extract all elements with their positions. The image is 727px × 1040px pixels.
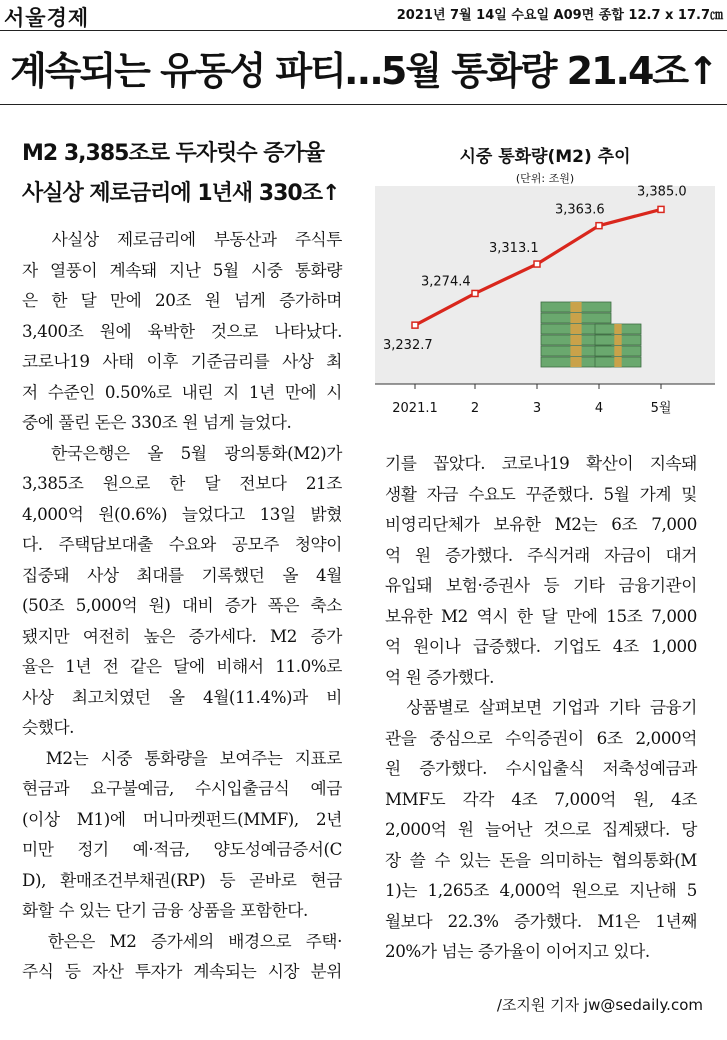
- article-line: MMF도 각각 4조 7,000억 원, 4조: [385, 788, 697, 809]
- article-line: 율은 1년 전 같은 달에 비해서 11.0%로: [22, 656, 342, 676]
- data-point: [412, 322, 418, 328]
- article-line: 보유한 M2 역시 한 달 만에 15조 7,000: [385, 605, 697, 626]
- article-line: 주식 등 자산 투자가 계속되는 시장 분위: [22, 961, 342, 981]
- article-line: 관을 중심으로 수익증권이 6조 2,000억: [385, 727, 697, 748]
- article-line: 상품별로 살펴보면 기업과 기타 금융기: [385, 697, 697, 717]
- article-line: 2,000억 원 늘어난 것으로 집계됐다. 당: [385, 819, 697, 839]
- article-line: 원 증가했다. 수시입출식 저축성예금과: [385, 758, 697, 778]
- article-line: 한국은행은 올 5월 광의통화(M2)가: [22, 442, 342, 463]
- article-line: 비영리단체가 보유한 M2는 6조 7,000: [385, 514, 697, 534]
- m2-chart: [375, 126, 715, 426]
- x-tick-label: 2021.1: [392, 401, 438, 416]
- article-line: 슷했다.: [22, 717, 75, 737]
- article-line: D), 환매조건부채권(RP) 등 곧바로 현금: [22, 869, 342, 890]
- article-line: 3,385조 원으로 한 달 전보다 21조: [22, 473, 342, 493]
- headline-rule: [0, 104, 727, 105]
- article-line: 3,400조 원에 육박한 것으로 나타났다.: [22, 320, 342, 341]
- x-tick-label: 3: [532, 401, 542, 416]
- article-column-left: [22, 224, 342, 987]
- article-line: 화할 수 있는 단기 금융 상품을 포함한다.: [22, 900, 308, 920]
- subhead-2: 사실상 제로금리에 1년새 330조↑: [22, 181, 340, 206]
- data-point: [658, 206, 664, 212]
- x-tick-label: 2: [470, 401, 480, 416]
- data-label: 3,274.4: [421, 274, 471, 290]
- article-line: 미만 정기 예·적금, 양도성예금증서(C: [22, 839, 342, 859]
- data-label: 3,313.1: [489, 241, 539, 257]
- article-line: 억 원이나 급증했다. 기업도 4조 1,000: [385, 636, 697, 656]
- data-point: [596, 223, 602, 229]
- headline: 계속되는 유동성 파티…5월 통화량 21.4조↑: [10, 49, 717, 93]
- article-line: 장 쓸 수 있는 돈을 의미하는 협의통화(M: [385, 849, 697, 870]
- chart-plot: [375, 126, 715, 426]
- byline: /조지원 기자 jw@sedaily.com: [496, 996, 703, 1014]
- article-line: 됐지만 여전히 높은 증가세다. M2 증가: [22, 625, 342, 646]
- article-line: 코로나19 사태 이후 기준금리를 사상 최: [22, 351, 342, 371]
- article-line: 기를 꼽았다. 코로나19 확산이 지속돼: [385, 453, 697, 473]
- article-line: 월보다 22.3% 증가했다. M1은 1년째: [385, 910, 697, 931]
- article-line: 억 원 증가했다.: [385, 666, 495, 687]
- issue-meta: 2021년 7월 14일 수요일 A09면 종합 12.7 x 17.7㎝: [396, 8, 723, 23]
- article-line: 중에 풀린 돈은 330조 원 넘게 늘었다.: [22, 412, 292, 432]
- article-line: 억 원 증가했다. 주식거래 자금이 대거: [385, 544, 697, 565]
- article-line: 현금과 요구불예금, 수시입출금식 예금: [22, 778, 342, 798]
- data-label: 3,385.0: [637, 184, 687, 200]
- top-rule: [0, 30, 727, 31]
- data-point: [534, 261, 540, 267]
- subhead-1: M2 3,385조로 두자릿수 증가율: [22, 141, 325, 166]
- article-column-right: [385, 448, 697, 967]
- article-line: M2는 시중 통화량을 보여주는 지표로: [22, 747, 342, 768]
- article-line: (이상 M1)에 머니마켓펀드(MMF), 2년: [22, 808, 342, 829]
- article-line: 사실상 제로금리에 부동산과 주식투: [22, 229, 342, 249]
- data-label: 3,363.6: [555, 202, 605, 218]
- article-line: (50조 5,000억 원) 대비 증가 폭은 축소: [22, 595, 342, 615]
- article-line: 은 한 달 만에 20조 원 넘게 증가하며: [22, 290, 342, 310]
- article-line: 20%가 넘는 증가율이 이어지고 있다.: [385, 941, 650, 961]
- data-label: 3,232.7: [383, 338, 433, 354]
- article-line: 다. 주택담보대출 수요와 공모주 청약이: [22, 534, 342, 554]
- publication-name: 서울경제: [4, 6, 90, 30]
- article-line: 유입돼 보험·증권사 등 기타 금융기관이: [385, 575, 697, 595]
- masthead: [0, 0, 727, 30]
- chart-title: 시중 통화량(M2) 추이: [459, 147, 631, 167]
- x-tick-label: 4: [594, 401, 604, 416]
- x-tick-label: 5월: [650, 401, 672, 416]
- article-line: 한은은 M2 증가세의 배경으로 주택·: [22, 930, 342, 951]
- data-point: [472, 290, 478, 296]
- article-line: 1)는 1,265조 4,000억 원으로 지난해 5: [385, 880, 697, 900]
- article-line: 자 열풍이 계속돼 지난 5월 시중 통화량: [22, 259, 342, 280]
- chart-unit: (단위: 조원): [515, 172, 575, 185]
- article-line: 4,000억 원(0.6%) 늘었다고 13일 밝혔: [22, 503, 342, 524]
- article-line: 집중돼 사상 최대를 기록했던 올 4월: [22, 564, 342, 585]
- article-line: 저 수준인 0.50%로 내린 지 1년 만에 시: [22, 381, 342, 402]
- article-line: 생활 자금 수요도 꾸준했다. 5월 가계 및: [385, 483, 697, 504]
- article-line: 사상 최고치였던 올 4월(11.4%)과 비: [22, 686, 342, 707]
